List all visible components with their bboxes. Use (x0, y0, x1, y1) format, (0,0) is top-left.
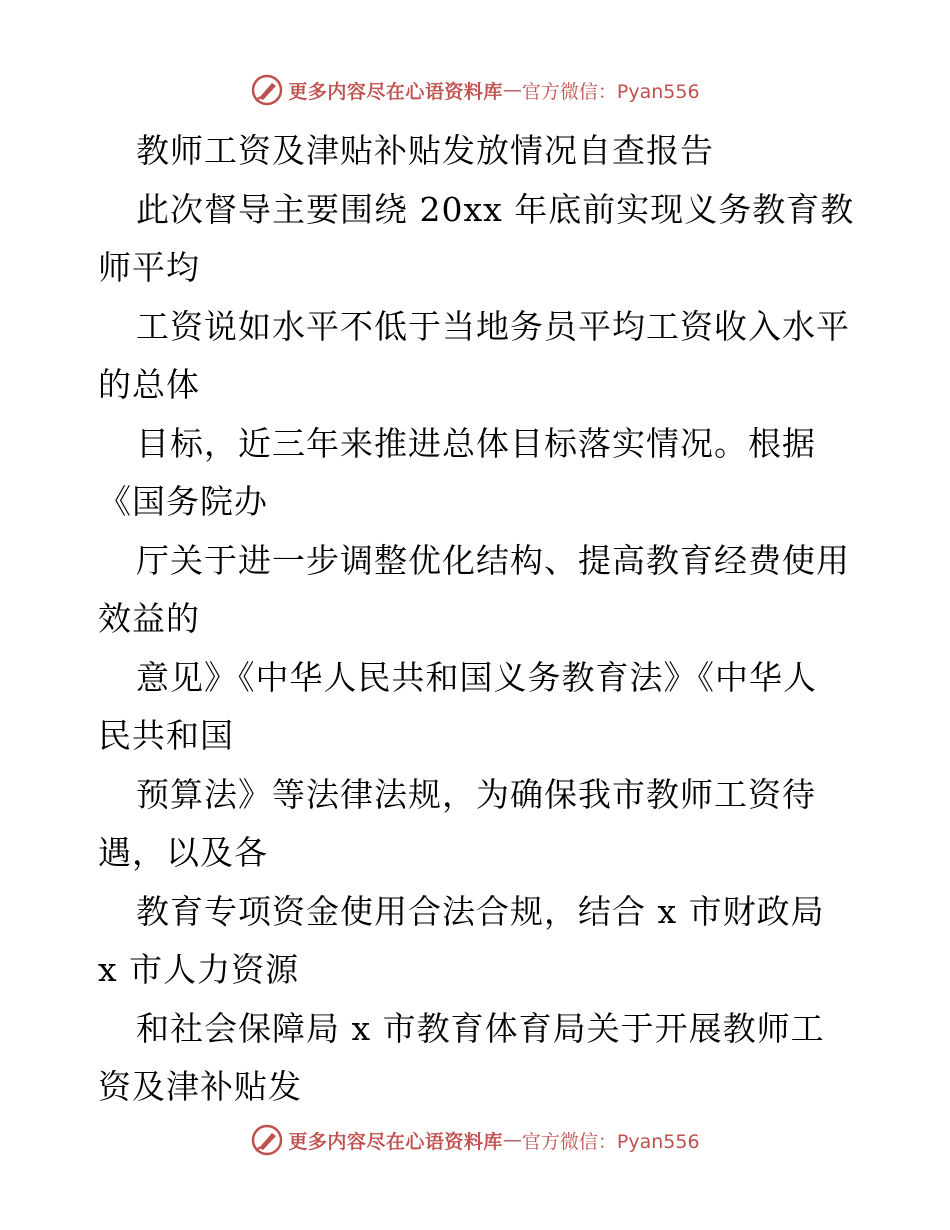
quill-logo-icon (250, 1123, 284, 1157)
text-line: 和社会保障局 x 市教育体育局关于开展教师工 (136, 1008, 825, 1048)
document-title: 教师工资及津贴补贴发放情况自查报告 (136, 131, 714, 170)
text-line: 此次督导主要围绕 20xx 年底前实现义务教育教 (136, 189, 855, 229)
text-line: 师平均 (98, 248, 200, 287)
quill-logo-icon (250, 73, 284, 107)
header-watermark-banner (0, 70, 950, 110)
text-line: 民共和国 (98, 716, 234, 755)
text-line: 效益的 (98, 599, 200, 638)
text-line: 《国务院办 (98, 482, 268, 521)
banner-wechat-text: 官方微信：Pyan556 (521, 1130, 700, 1153)
text-line: 意见》《中华人民共和国义务教育法》《中华人 (136, 657, 817, 697)
footer-watermark-banner (0, 1120, 950, 1160)
text-line: 预算法》等法律法规，为确保我市教师工资待 (136, 774, 816, 814)
text-line: x 市人力资源 (98, 950, 300, 989)
text-line: 目标，近三年来推进总体目标落实情况。根据 (136, 423, 816, 463)
document-body (98, 122, 868, 1117)
banner-wechat-text: 官方微信：Pyan556 (521, 80, 700, 103)
banner-main-text: 更多内容尽在心语资料库 (288, 1130, 503, 1153)
text-line: 遇，以及各 (98, 833, 268, 872)
text-line: 教育专项资金使用合法合规，结合 x 市财政局 (136, 891, 825, 931)
text-line: 的总体 (98, 365, 200, 404)
text-line: 资及津补贴发 (98, 1067, 302, 1106)
text-line: 工资说如水平不低于当地务员平均工资收入水平 (136, 306, 850, 346)
text-line: 厅关于进一步调整优化结构、提高教育经费使用 (136, 540, 850, 580)
banner-main-text: 更多内容尽在心语资料库 (288, 80, 503, 103)
banner-separator: — (502, 79, 522, 101)
banner-separator: — (502, 1129, 522, 1151)
